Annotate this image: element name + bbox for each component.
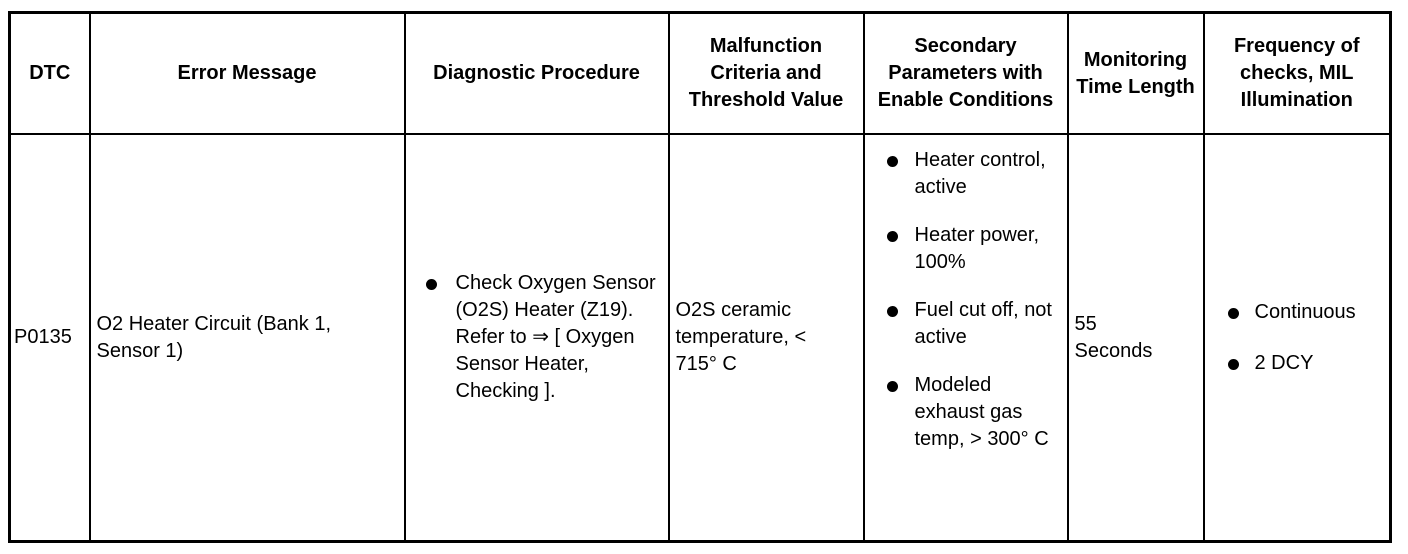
header-error-message: Error Message (90, 13, 405, 135)
list-item (1205, 299, 1390, 326)
dtc-table (8, 11, 1392, 543)
header-secondary-parameters: Secondary Parameters with Enable Conditions (864, 13, 1068, 135)
cell-dtc: P0135 (10, 134, 90, 542)
header-row (10, 13, 1391, 135)
cell-error-message: O2 Heater Circuit (Bank 1, Sensor 1) (90, 134, 405, 542)
cell-secondary-parameters (864, 134, 1068, 542)
cell-frequency (1204, 134, 1391, 542)
list-item (865, 222, 1061, 276)
list-item (865, 372, 1061, 453)
bullet-icon (887, 156, 898, 167)
header-dtc: DTC (10, 13, 90, 135)
bullet-icon (887, 306, 898, 317)
header-frequency: Frequency of checks, MIL Illumination (1204, 13, 1391, 135)
header-monitoring-time: Monitoring Time Length (1068, 13, 1204, 135)
cell-monitoring-time: 55 Seconds (1068, 134, 1204, 542)
list-item (406, 270, 658, 405)
bullet-icon (887, 231, 898, 242)
list-item (865, 147, 1061, 201)
list-item (1205, 350, 1390, 377)
bullet-icon (1228, 308, 1239, 319)
bullet-icon (887, 381, 898, 392)
secondary-param-text: Modeled exhaust gas temp, > 300° C (914, 374, 1049, 450)
cell-diagnostic-procedure (405, 134, 669, 542)
bullet-icon (1228, 359, 1239, 370)
cell-malfunction-criteria: O2S ceramic temperature, < 715° C (669, 134, 864, 542)
header-malfunction-criteria: Malfunction Criteria and Threshold Value (669, 13, 864, 135)
list-item (865, 297, 1061, 351)
secondary-param-text: Heater control, active (914, 149, 1046, 198)
bullet-icon (426, 279, 437, 290)
diagnostic-procedure-text: Check Oxygen Sensor (O2S) Heater (Z19). Refer to ⇒ [ Oxygen Sensor Heater, Checking ]. (455, 272, 656, 402)
table-row (10, 134, 1391, 542)
secondary-param-text: Fuel cut off, not active (914, 299, 1052, 348)
header-diagnostic-procedure: Diagnostic Procedure (405, 13, 669, 135)
secondary-param-text: Heater power, 100% (914, 224, 1040, 273)
frequency-text: Continuous (1254, 300, 1356, 323)
frequency-text: 2 DCY (1254, 351, 1314, 374)
